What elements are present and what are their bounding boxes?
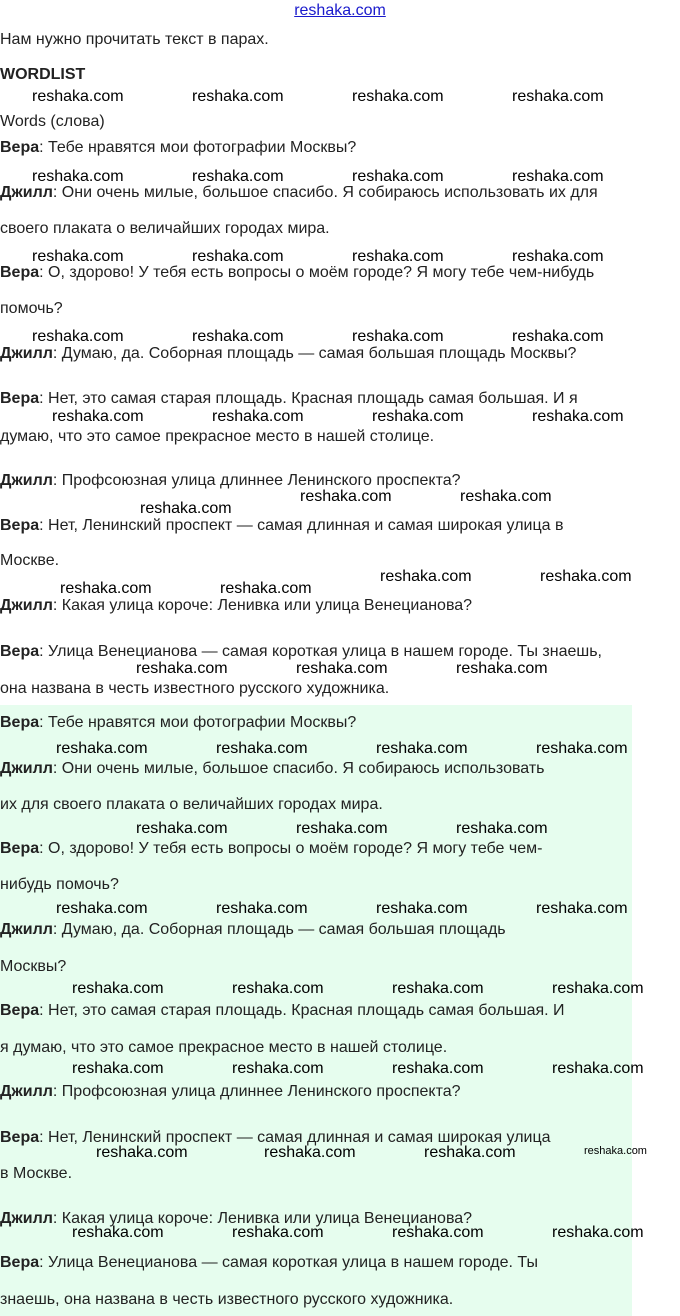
dialogue-text: Улица Венецианова — самая короткая улица в нашем городе. Ты (48, 1254, 538, 1271)
watermark-text: reshaka.com (552, 980, 644, 997)
watermark-text: reshaka.com (32, 248, 124, 265)
site-link[interactable]: reshaka.com (294, 2, 386, 19)
highlighted-dialogue-line (0, 1254, 538, 1272)
speaker-name: Джилл (0, 472, 53, 489)
highlighted-dialogue-line (0, 714, 356, 732)
highlighted-dialogue-line (0, 1083, 461, 1101)
watermark-text: reshaka.com (220, 580, 312, 597)
highlighted-dialogue-line (0, 1291, 453, 1309)
speaker-name: Джилл (0, 1083, 53, 1100)
dialogue-text: Нет, Ленинский проспект — самая длинная и самая широкая улица (48, 1129, 551, 1146)
plain-dialogue-line (0, 139, 356, 157)
dialogue-text: Думаю, да. Соборная площадь — самая большая площадь (61, 921, 506, 938)
watermark-text: reshaka.com (352, 248, 444, 265)
speaker-name: Вера (0, 643, 40, 660)
speaker-name: Вера (0, 517, 40, 534)
watermark-text: reshaka.com (376, 900, 468, 917)
watermark-text: reshaka.com (32, 168, 124, 185)
watermark-text: reshaka.com (136, 660, 228, 677)
watermark-text: reshaka.com (192, 328, 284, 345)
dialogue-text: О, здорово! У тебя есть вопросы о моём городе? Я могу тебе чем- (48, 840, 543, 857)
watermark-text: reshaka.com (512, 328, 604, 345)
speaker-name: Вера (0, 840, 40, 857)
dialogue-text: Тебе нравятся мои фотографии Москвы? (48, 714, 357, 731)
dialogue-text: Москве. (0, 552, 60, 569)
speaker-name: Джилл (0, 1210, 53, 1227)
speaker-name: Джилл (0, 760, 53, 777)
watermark-text: reshaka.com (352, 88, 444, 105)
watermark-text: reshaka.com (212, 408, 304, 425)
speaker-colon: : (52, 1083, 62, 1100)
highlighted-dialogue-line (0, 921, 506, 939)
speaker-name: Вера (0, 1002, 40, 1019)
plain-dialogue-line (0, 428, 434, 446)
dialogue-text: их для своего плаката о величайших городах мира. (0, 796, 383, 813)
highlighted-dialogue-line (0, 1165, 72, 1183)
watermark-text: reshaka.com (552, 1224, 644, 1241)
plain-dialogue-line (0, 597, 472, 615)
highlighted-dialogue-line (0, 876, 119, 894)
speaker-name: Вера (0, 714, 40, 731)
plain-dialogue-line (0, 300, 63, 318)
plain-dialogue-line (0, 390, 578, 408)
watermark-text: reshaka.com (512, 248, 604, 265)
dialogue-text: она названа в честь известного русского художника. (0, 680, 390, 697)
dialogue-text: Нет, это самая старая площадь. Красная площадь самая большая. И (48, 1002, 565, 1019)
dialogue-text: в Москве. (0, 1165, 73, 1182)
speaker-colon: : (39, 1002, 49, 1019)
watermark-text: reshaka.com (456, 660, 548, 677)
speaker-colon: : (52, 345, 62, 362)
speaker-colon: : (52, 760, 62, 777)
plain-dialogue-line (0, 680, 389, 698)
watermark-text: reshaka.com (392, 980, 484, 997)
watermark-text: reshaka.com (372, 408, 464, 425)
dialogue-text: знаешь, она названа в честь известного русского художника. (0, 1291, 454, 1308)
speaker-colon: : (52, 597, 62, 614)
speaker-colon: : (52, 184, 62, 201)
watermark-text: reshaka.com (60, 580, 152, 597)
speaker-colon: : (52, 1210, 62, 1227)
watermark-text: reshaka.com (552, 1060, 644, 1077)
dialogue-text: Нет, Ленинский проспект — самая длинная и самая широкая улица в (48, 517, 564, 534)
speaker-colon: : (39, 1129, 49, 1146)
watermark-text: reshaka.com (232, 980, 324, 997)
watermark-text: reshaka.com (72, 1224, 164, 1241)
highlighted-dialogue-line (0, 1002, 565, 1020)
plain-dialogue-line (0, 345, 576, 363)
speaker-colon: : (39, 714, 49, 731)
dialogue-text: Тебе нравятся мои фотографии Москвы? (48, 139, 357, 156)
dialogue-text: Какая улица короче: Ленивка или улица Венецианова? (61, 597, 473, 614)
watermark-text: reshaka.com (424, 1144, 516, 1161)
speaker-colon: : (39, 517, 49, 534)
dialogue-text: я думаю, что это самое прекрасное место в нашей столице. (0, 1039, 448, 1056)
dialogue-text: Москвы? (0, 958, 67, 975)
plain-dialogue-line (0, 184, 598, 202)
speaker-name: Вера (0, 264, 40, 281)
speaker-name: Вера (0, 390, 40, 407)
watermark-text: reshaka.com (352, 328, 444, 345)
dialogue-text: Нет, это самая старая площадь. Красная площадь самая большая. И я (48, 390, 578, 407)
speaker-colon: : (52, 472, 62, 489)
dialogue-text: думаю, что это самое прекрасное место в нашей столице. (0, 428, 435, 445)
watermark-text: reshaka.com (536, 900, 628, 917)
watermark-text: reshaka.com (136, 820, 228, 837)
highlighted-dialogue-line (0, 796, 383, 814)
watermark-text: reshaka.com (56, 740, 148, 757)
speaker-name: Джилл (0, 184, 53, 201)
highlighted-dialogue-line (0, 958, 66, 976)
watermark-text: reshaka.com (512, 88, 604, 105)
watermark-text: reshaka.com (512, 168, 604, 185)
watermark-text: reshaka.com (296, 660, 388, 677)
highlighted-dialogue-line (0, 1039, 447, 1057)
plain-dialogue-line (0, 220, 330, 238)
watermark-text: reshaka.com (392, 1060, 484, 1077)
watermark-text: reshaka.com (192, 168, 284, 185)
watermark-text: reshaka.com (456, 820, 548, 837)
dialogue-text: Профсоюзная улица длиннее Ленинского проспекта? (61, 472, 461, 489)
speaker-name: Вера (0, 1254, 40, 1271)
dialogue-text: своего плаката о величайших городах мира. (0, 220, 330, 237)
watermark-text: reshaka.com (32, 328, 124, 345)
speaker-colon: : (39, 643, 49, 660)
wordlist-heading: WORDLIST (0, 66, 86, 83)
dialogue-text: Они очень милые, большое спасибо. Я собираюсь использовать их для (61, 184, 598, 201)
watermark-text: reshaka.com (536, 740, 628, 757)
speaker-colon: : (39, 840, 49, 857)
watermark-text-small: reshaka.com (584, 1145, 647, 1157)
dialogue-text: Они очень милые, большое спасибо. Я собираюсь использовать (61, 760, 545, 777)
watermark-text: reshaka.com (52, 408, 144, 425)
watermark-text: reshaka.com (264, 1144, 356, 1161)
dialogue-text: Думаю, да. Соборная площадь — самая большая площадь Москвы? (61, 345, 577, 362)
watermark-text: reshaka.com (380, 568, 472, 585)
watermark-text: reshaka.com (32, 88, 124, 105)
plain-dialogue-line (0, 517, 563, 535)
speaker-name: Вера (0, 139, 40, 156)
watermark-text: reshaka.com (392, 1224, 484, 1241)
dialogue-text: Профсоюзная улица длиннее Ленинского проспекта? (61, 1083, 461, 1100)
watermark-text: reshaka.com (216, 900, 308, 917)
speaker-name: Джилл (0, 345, 53, 362)
watermark-text: reshaka.com (376, 740, 468, 757)
speaker-colon: : (52, 921, 62, 938)
speaker-colon: : (39, 139, 49, 156)
watermark-text: reshaka.com (232, 1224, 324, 1241)
watermark-text: reshaka.com (140, 500, 232, 517)
watermark-text: reshaka.com (192, 248, 284, 265)
watermark-text: reshaka.com (460, 488, 552, 505)
speaker-name: Джилл (0, 597, 53, 614)
watermark-text: reshaka.com (56, 900, 148, 917)
watermark-text: reshaka.com (352, 168, 444, 185)
highlighted-dialogue-line (0, 840, 542, 858)
words-label: Words (слова) (0, 113, 105, 130)
watermark-text: reshaka.com (540, 568, 632, 585)
watermark-text: reshaka.com (296, 820, 388, 837)
watermark-text: reshaka.com (192, 88, 284, 105)
plain-dialogue-line (0, 552, 59, 570)
watermark-text: reshaka.com (216, 740, 308, 757)
dialogue-text: Улица Венецианова — самая короткая улица в нашем городе. Ты знаешь, (48, 643, 602, 660)
speaker-name: Джилл (0, 921, 53, 938)
speaker-colon: : (39, 1254, 49, 1271)
highlighted-dialogue-line (0, 760, 545, 778)
dialogue-text: О, здорово! У тебя есть вопросы о моём городе? Я могу тебе чем-нибудь (48, 264, 595, 281)
speaker-colon: : (39, 390, 49, 407)
dialogue-text: нибудь помочь? (0, 876, 119, 893)
dialogue-text: Какая улица короче: Ленивка или улица Венецианова? (61, 1210, 473, 1227)
speaker-colon: : (39, 264, 49, 281)
watermark-text: reshaka.com (300, 488, 392, 505)
watermark-text: reshaka.com (72, 980, 164, 997)
plain-dialogue-line (0, 643, 602, 661)
watermark-text: reshaka.com (96, 1144, 188, 1161)
plain-dialogue-line (0, 264, 594, 282)
watermark-text: reshaka.com (532, 408, 624, 425)
intro-text: Нам нужно прочитать текст в парах. (0, 31, 269, 48)
watermark-text: reshaka.com (72, 1060, 164, 1077)
dialogue-text: помочь? (0, 300, 63, 317)
watermark-text: reshaka.com (232, 1060, 324, 1077)
speaker-name: Вера (0, 1129, 40, 1146)
